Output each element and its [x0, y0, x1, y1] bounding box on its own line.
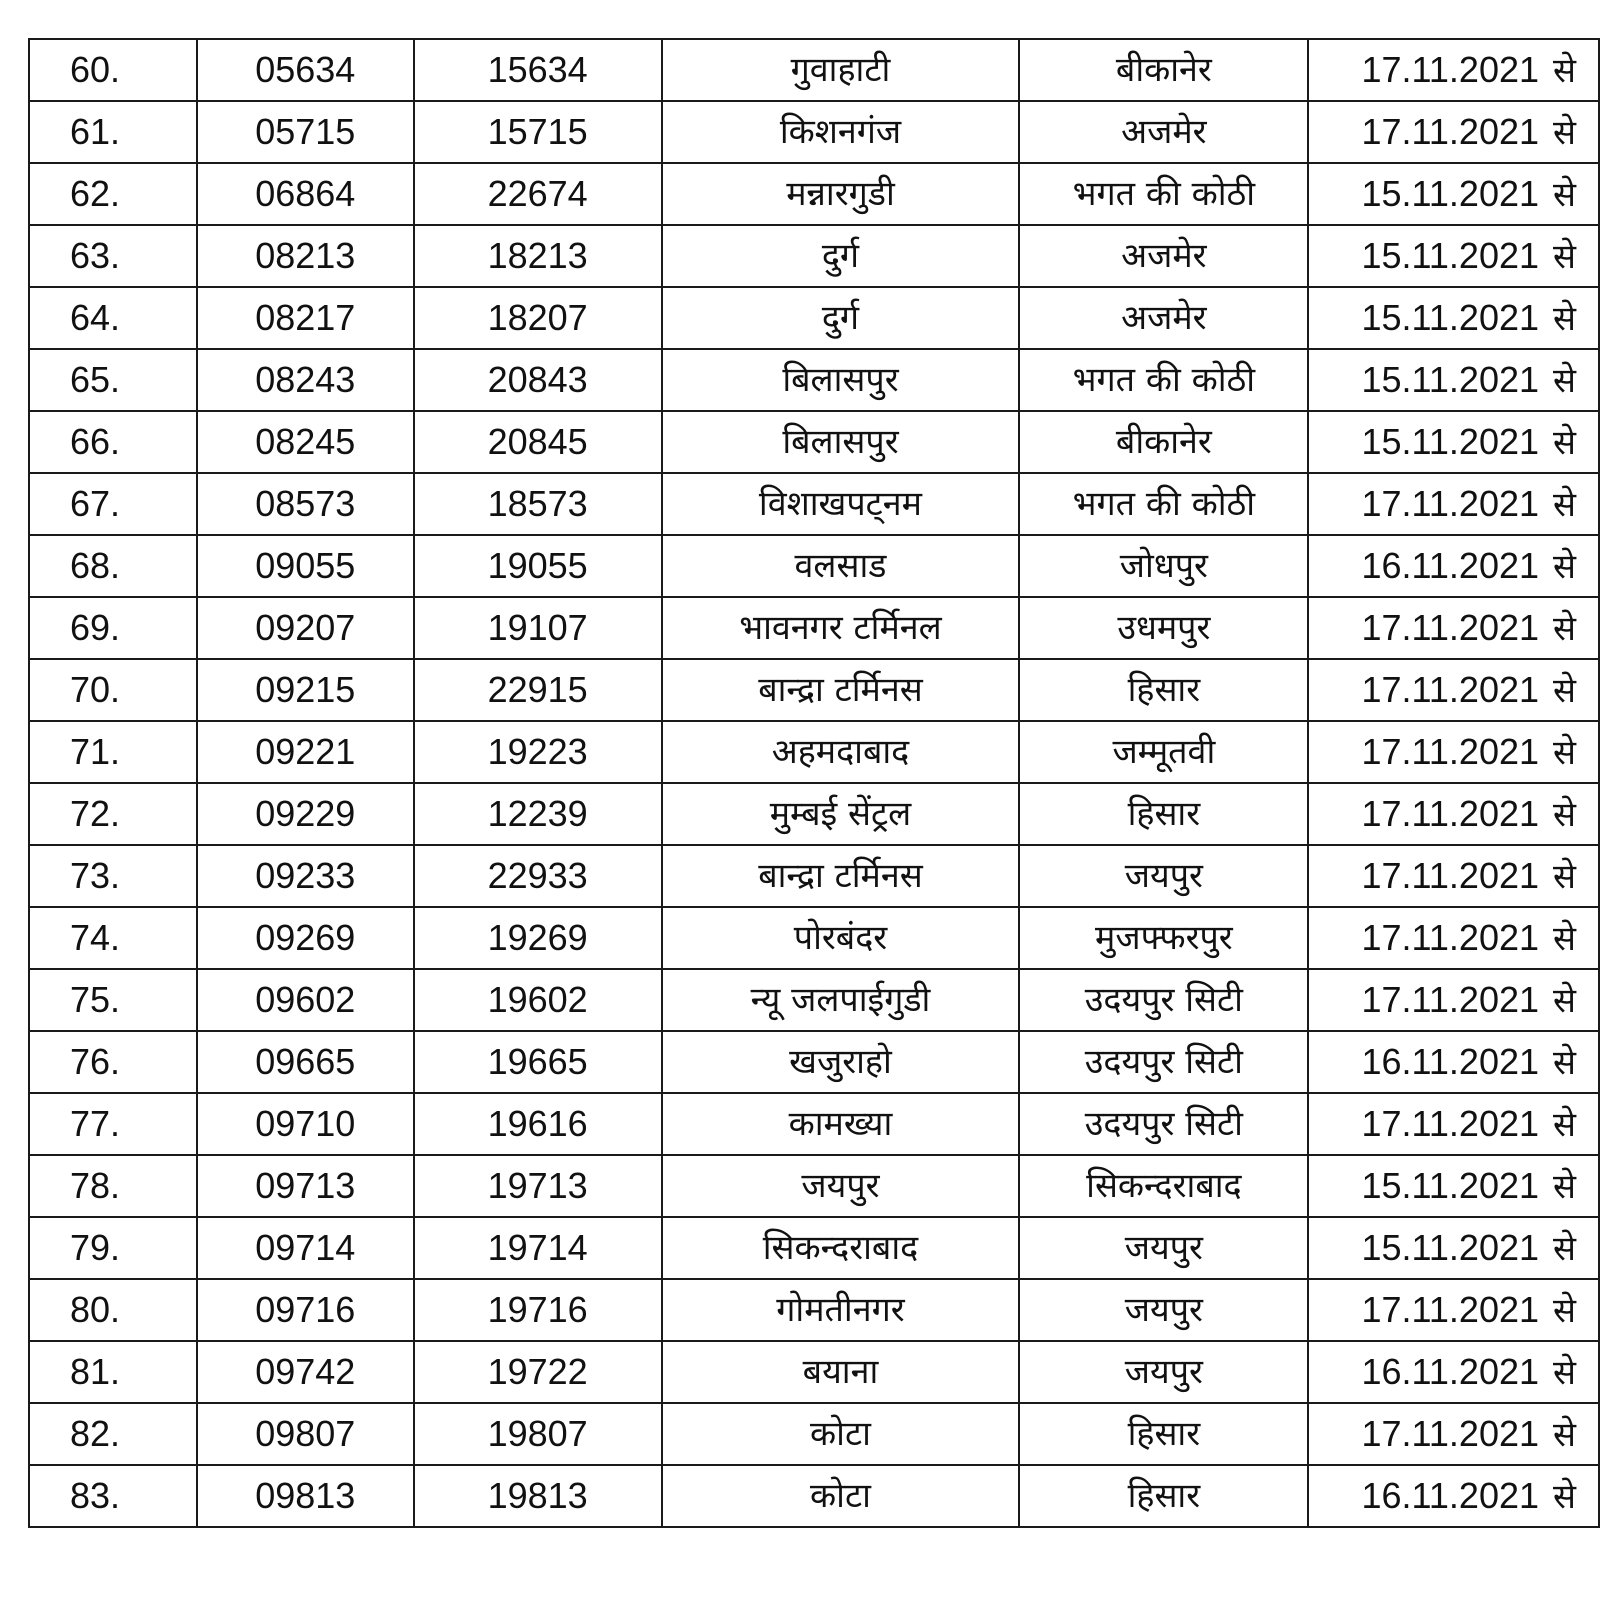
- origin-station-cell: कामख्या: [662, 1093, 1020, 1155]
- serial-number-cell: 60.: [29, 39, 197, 101]
- effective-date-cell: [1308, 1279, 1599, 1341]
- table-row: [29, 1279, 1599, 1341]
- destination-station-cell: जयपुर: [1019, 1341, 1308, 1403]
- old-train-number-cell: 09807: [197, 1403, 414, 1465]
- destination-station-cell: उधमपुर: [1019, 597, 1308, 659]
- serial-number-cell: 82.: [29, 1403, 197, 1465]
- origin-station-cell: न्यू जलपाईगुडी: [662, 969, 1020, 1031]
- date-suffix-from: से: [1553, 51, 1576, 91]
- date-suffix-from: से: [1553, 1167, 1576, 1207]
- old-train-number-cell: 09207: [197, 597, 414, 659]
- serial-number-cell: 67.: [29, 473, 197, 535]
- serial-number-cell: 81.: [29, 1341, 197, 1403]
- destination-station-cell: मुजफ्फरपुर: [1019, 907, 1308, 969]
- old-train-number-cell: 09602: [197, 969, 414, 1031]
- origin-station-cell: बान्द्रा टर्मिनस: [662, 659, 1020, 721]
- effective-date-cell: [1308, 1341, 1599, 1403]
- destination-station-cell: भगत की कोठी: [1019, 473, 1308, 535]
- table-row: [29, 1031, 1599, 1093]
- effective-date-cell: [1308, 411, 1599, 473]
- table-row: [29, 163, 1599, 225]
- date-suffix-from: से: [1553, 423, 1576, 463]
- effective-date: 15.11.2021: [1361, 1227, 1540, 1268]
- table-row: [29, 845, 1599, 907]
- origin-station-cell: सिकन्दराबाद: [662, 1217, 1020, 1279]
- table-row: [29, 535, 1599, 597]
- table-row: [29, 597, 1599, 659]
- effective-date: 17.11.2021: [1361, 855, 1540, 896]
- effective-date-cell: [1308, 721, 1599, 783]
- new-train-number-cell: 19269: [414, 907, 662, 969]
- effective-date: 17.11.2021: [1361, 607, 1540, 648]
- serial-number-cell: 61.: [29, 101, 197, 163]
- serial-number-cell: 63.: [29, 225, 197, 287]
- date-suffix-from: से: [1553, 981, 1576, 1021]
- destination-station-cell: अजमेर: [1019, 287, 1308, 349]
- old-train-number-cell: 08573: [197, 473, 414, 535]
- date-suffix-from: से: [1553, 113, 1576, 153]
- destination-station-cell: हिसार: [1019, 659, 1308, 721]
- serial-number-cell: 79.: [29, 1217, 197, 1279]
- table-row: [29, 907, 1599, 969]
- old-train-number-cell: 09665: [197, 1031, 414, 1093]
- destination-station-cell: अजमेर: [1019, 101, 1308, 163]
- new-train-number-cell: 19107: [414, 597, 662, 659]
- serial-number-cell: 77.: [29, 1093, 197, 1155]
- effective-date: 17.11.2021: [1361, 731, 1540, 772]
- effective-date: 17.11.2021: [1361, 917, 1540, 958]
- destination-station-cell: उदयपुर सिटी: [1019, 1093, 1308, 1155]
- table-body: [29, 39, 1599, 1527]
- effective-date: 17.11.2021: [1361, 483, 1540, 524]
- destination-station-cell: हिसार: [1019, 1403, 1308, 1465]
- old-train-number-cell: 08243: [197, 349, 414, 411]
- origin-station-cell: विशाखपट्नम: [662, 473, 1020, 535]
- effective-date-cell: [1308, 783, 1599, 845]
- old-train-number-cell: 09714: [197, 1217, 414, 1279]
- effective-date-cell: [1308, 845, 1599, 907]
- destination-station-cell: उदयपुर सिटी: [1019, 1031, 1308, 1093]
- new-train-number-cell: 19713: [414, 1155, 662, 1217]
- effective-date: 17.11.2021: [1361, 1103, 1540, 1144]
- effective-date-cell: [1308, 1031, 1599, 1093]
- new-train-number-cell: 22674: [414, 163, 662, 225]
- destination-station-cell: जम्मूतवी: [1019, 721, 1308, 783]
- date-suffix-from: से: [1553, 795, 1576, 835]
- serial-number-cell: 66.: [29, 411, 197, 473]
- new-train-number-cell: 19602: [414, 969, 662, 1031]
- destination-station-cell: हिसार: [1019, 783, 1308, 845]
- serial-number-cell: 83.: [29, 1465, 197, 1527]
- serial-number-cell: 80.: [29, 1279, 197, 1341]
- new-train-number-cell: 22915: [414, 659, 662, 721]
- old-train-number-cell: 06864: [197, 163, 414, 225]
- effective-date: 17.11.2021: [1361, 793, 1540, 834]
- effective-date: 17.11.2021: [1361, 111, 1540, 152]
- old-train-number-cell: 08245: [197, 411, 414, 473]
- date-suffix-from: से: [1553, 1291, 1576, 1331]
- new-train-number-cell: 19807: [414, 1403, 662, 1465]
- effective-date: 15.11.2021: [1361, 297, 1540, 338]
- old-train-number-cell: 09716: [197, 1279, 414, 1341]
- date-suffix-from: से: [1553, 1229, 1576, 1269]
- effective-date-cell: [1308, 907, 1599, 969]
- table-row: [29, 411, 1599, 473]
- date-suffix-from: से: [1553, 485, 1576, 525]
- effective-date: 17.11.2021: [1361, 669, 1540, 710]
- document-sheet: [28, 38, 1600, 1528]
- serial-number-cell: 64.: [29, 287, 197, 349]
- origin-station-cell: कोटा: [662, 1465, 1020, 1527]
- destination-station-cell: बीकानेर: [1019, 411, 1308, 473]
- old-train-number-cell: 09055: [197, 535, 414, 597]
- table-row: [29, 1465, 1599, 1527]
- old-train-number-cell: 09221: [197, 721, 414, 783]
- table-row: [29, 39, 1599, 101]
- origin-station-cell: खजुराहो: [662, 1031, 1020, 1093]
- date-suffix-from: से: [1553, 671, 1576, 711]
- origin-station-cell: बिलासपुर: [662, 349, 1020, 411]
- destination-station-cell: भगत की कोठी: [1019, 163, 1308, 225]
- new-train-number-cell: 19223: [414, 721, 662, 783]
- origin-station-cell: गोमतीनगर: [662, 1279, 1020, 1341]
- serial-number-cell: 72.: [29, 783, 197, 845]
- effective-date-cell: [1308, 225, 1599, 287]
- new-train-number-cell: 15715: [414, 101, 662, 163]
- old-train-number-cell: 09229: [197, 783, 414, 845]
- date-suffix-from: से: [1553, 857, 1576, 897]
- date-suffix-from: से: [1553, 1477, 1576, 1517]
- new-train-number-cell: 19616: [414, 1093, 662, 1155]
- effective-date-cell: [1308, 473, 1599, 535]
- destination-station-cell: जयपुर: [1019, 845, 1308, 907]
- destination-station-cell: हिसार: [1019, 1465, 1308, 1527]
- new-train-number-cell: 18213: [414, 225, 662, 287]
- table-row: [29, 1093, 1599, 1155]
- effective-date: 17.11.2021: [1361, 49, 1540, 90]
- origin-station-cell: दुर्ग: [662, 287, 1020, 349]
- origin-station-cell: मन्नारगुडी: [662, 163, 1020, 225]
- table-row: [29, 783, 1599, 845]
- effective-date: 17.11.2021: [1361, 1289, 1540, 1330]
- table-row: [29, 721, 1599, 783]
- new-train-number-cell: 19716: [414, 1279, 662, 1341]
- serial-number-cell: 62.: [29, 163, 197, 225]
- table-row: [29, 1341, 1599, 1403]
- destination-station-cell: जयपुर: [1019, 1217, 1308, 1279]
- serial-number-cell: 78.: [29, 1155, 197, 1217]
- table-row: [29, 1217, 1599, 1279]
- table-row: [29, 1155, 1599, 1217]
- origin-station-cell: किशनगंज: [662, 101, 1020, 163]
- old-train-number-cell: 05715: [197, 101, 414, 163]
- old-train-number-cell: 09710: [197, 1093, 414, 1155]
- old-train-number-cell: 09269: [197, 907, 414, 969]
- effective-date-cell: [1308, 597, 1599, 659]
- effective-date: 16.11.2021: [1361, 545, 1540, 586]
- table-row: [29, 473, 1599, 535]
- date-suffix-from: से: [1553, 919, 1576, 959]
- origin-station-cell: बिलासपुर: [662, 411, 1020, 473]
- origin-station-cell: अहमदाबाद: [662, 721, 1020, 783]
- serial-number-cell: 69.: [29, 597, 197, 659]
- origin-station-cell: कोटा: [662, 1403, 1020, 1465]
- effective-date-cell: [1308, 1217, 1599, 1279]
- serial-number-cell: 73.: [29, 845, 197, 907]
- new-train-number-cell: 18573: [414, 473, 662, 535]
- date-suffix-from: से: [1553, 175, 1576, 215]
- destination-station-cell: भगत की कोठी: [1019, 349, 1308, 411]
- old-train-number-cell: 09813: [197, 1465, 414, 1527]
- destination-station-cell: बीकानेर: [1019, 39, 1308, 101]
- effective-date: 15.11.2021: [1361, 235, 1540, 276]
- origin-station-cell: पोरबंदर: [662, 907, 1020, 969]
- date-suffix-from: से: [1553, 299, 1576, 339]
- old-train-number-cell: 09233: [197, 845, 414, 907]
- origin-station-cell: जयपुर: [662, 1155, 1020, 1217]
- new-train-number-cell: 19813: [414, 1465, 662, 1527]
- new-train-number-cell: 12239: [414, 783, 662, 845]
- serial-number-cell: 75.: [29, 969, 197, 1031]
- table-row: [29, 349, 1599, 411]
- new-train-number-cell: 19714: [414, 1217, 662, 1279]
- origin-station-cell: भावनगर टर्मिनल: [662, 597, 1020, 659]
- origin-station-cell: मुम्बई सेंट्रल: [662, 783, 1020, 845]
- effective-date-cell: [1308, 1465, 1599, 1527]
- new-train-number-cell: 20845: [414, 411, 662, 473]
- effective-date-cell: [1308, 969, 1599, 1031]
- effective-date: 15.11.2021: [1361, 173, 1540, 214]
- date-suffix-from: से: [1553, 547, 1576, 587]
- effective-date: 17.11.2021: [1361, 1413, 1540, 1454]
- destination-station-cell: उदयपुर सिटी: [1019, 969, 1308, 1031]
- date-suffix-from: से: [1553, 1043, 1576, 1083]
- serial-number-cell: 76.: [29, 1031, 197, 1093]
- old-train-number-cell: 09713: [197, 1155, 414, 1217]
- effective-date-cell: [1308, 39, 1599, 101]
- new-train-number-cell: 20843: [414, 349, 662, 411]
- new-train-number-cell: 19665: [414, 1031, 662, 1093]
- origin-station-cell: बान्द्रा टर्मिनस: [662, 845, 1020, 907]
- effective-date: 17.11.2021: [1361, 979, 1540, 1020]
- date-suffix-from: से: [1553, 237, 1576, 277]
- effective-date: 16.11.2021: [1361, 1041, 1540, 1082]
- effective-date: 15.11.2021: [1361, 359, 1540, 400]
- effective-date-cell: [1308, 1093, 1599, 1155]
- old-train-number-cell: 08217: [197, 287, 414, 349]
- destination-station-cell: सिकन्दराबाद: [1019, 1155, 1308, 1217]
- date-suffix-from: से: [1553, 1353, 1576, 1393]
- origin-station-cell: बयाना: [662, 1341, 1020, 1403]
- new-train-number-cell: 19055: [414, 535, 662, 597]
- table-row: [29, 659, 1599, 721]
- date-suffix-from: से: [1553, 361, 1576, 401]
- table-row: [29, 1403, 1599, 1465]
- effective-date: 16.11.2021: [1361, 1351, 1540, 1392]
- old-train-number-cell: 09742: [197, 1341, 414, 1403]
- destination-station-cell: जयपुर: [1019, 1279, 1308, 1341]
- table-row: [29, 101, 1599, 163]
- date-suffix-from: से: [1553, 609, 1576, 649]
- effective-date-cell: [1308, 1403, 1599, 1465]
- effective-date-cell: [1308, 1155, 1599, 1217]
- old-train-number-cell: 08213: [197, 225, 414, 287]
- origin-station-cell: वलसाड: [662, 535, 1020, 597]
- old-train-number-cell: 05634: [197, 39, 414, 101]
- effective-date-cell: [1308, 101, 1599, 163]
- train-renumbering-table: [28, 38, 1600, 1528]
- table-row: [29, 225, 1599, 287]
- origin-station-cell: गुवाहाटी: [662, 39, 1020, 101]
- table-row: [29, 969, 1599, 1031]
- serial-number-cell: 68.: [29, 535, 197, 597]
- table-row: [29, 287, 1599, 349]
- old-train-number-cell: 09215: [197, 659, 414, 721]
- new-train-number-cell: 22933: [414, 845, 662, 907]
- origin-station-cell: दुर्ग: [662, 225, 1020, 287]
- effective-date-cell: [1308, 349, 1599, 411]
- effective-date-cell: [1308, 163, 1599, 225]
- date-suffix-from: से: [1553, 1415, 1576, 1455]
- serial-number-cell: 74.: [29, 907, 197, 969]
- new-train-number-cell: 19722: [414, 1341, 662, 1403]
- destination-station-cell: अजमेर: [1019, 225, 1308, 287]
- destination-station-cell: जोधपुर: [1019, 535, 1308, 597]
- new-train-number-cell: 15634: [414, 39, 662, 101]
- date-suffix-from: से: [1553, 1105, 1576, 1145]
- effective-date: 15.11.2021: [1361, 421, 1540, 462]
- serial-number-cell: 65.: [29, 349, 197, 411]
- serial-number-cell: 70.: [29, 659, 197, 721]
- effective-date: 15.11.2021: [1361, 1165, 1540, 1206]
- date-suffix-from: से: [1553, 733, 1576, 773]
- serial-number-cell: 71.: [29, 721, 197, 783]
- effective-date: 16.11.2021: [1361, 1475, 1540, 1516]
- new-train-number-cell: 18207: [414, 287, 662, 349]
- effective-date-cell: [1308, 287, 1599, 349]
- effective-date-cell: [1308, 535, 1599, 597]
- effective-date-cell: [1308, 659, 1599, 721]
